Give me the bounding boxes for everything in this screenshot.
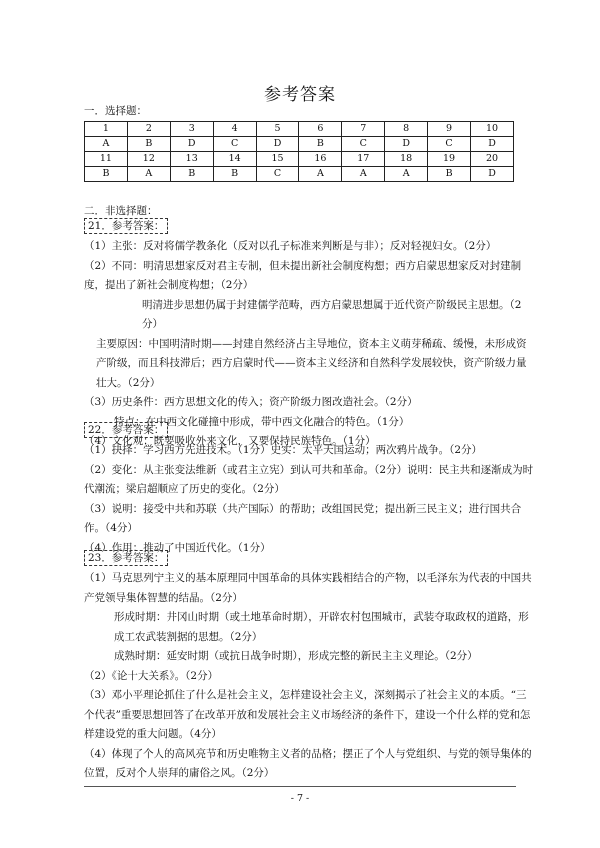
answer-cell: 18 (385, 152, 428, 167)
answer-cell: 16 (299, 152, 342, 167)
answer-cell: D (385, 137, 428, 152)
q21-line: （2）不同：明清思想家反对君主专制，但未提出新社会制度构想；西方启蒙思想家反对封建制度，提出了新社会制度构想；（2分） (84, 259, 522, 291)
question-23 (84, 549, 534, 784)
answer-cell: 11 (85, 152, 128, 167)
answer-cell: 14 (213, 152, 256, 167)
answer-cell: 2 (127, 122, 170, 137)
answer-cell: 9 (428, 122, 471, 137)
q21-header: 21．参考答案： (84, 218, 168, 234)
q22-line: （1）抉择：学习西方先进技术。（1分）史实：太平天国运动；两次鸦片战争。（2分） (84, 444, 483, 456)
answer-cell: 12 (127, 152, 170, 167)
answer-cell: D (170, 137, 213, 152)
section-nonchoice-heading: 二．非选择题： (84, 205, 158, 217)
answer-cell: 10 (471, 122, 514, 137)
q23-line: 成熟时期：延安时期（或抗日战争时期），形成完整的新民主主义理论。（2分） (114, 650, 478, 662)
q22-line: （2）变化：从主张变法维新（或君主立宪）到认可共和革命。（2分）说明：民主共和逐渐成为时代潮流；梁启超顺应了历史的变化。（2分） (84, 463, 534, 495)
q21-line: 明清进步思想仍属于封建儒学范畴，西方启蒙思想属于近代资产阶级民主思想。（2分） (142, 298, 522, 330)
q23-line: 形成时期：井冈山时期（或土地革命时期），开辟农村包围城市，武装夺取政权的道路，形成工农武装割据的思想。（2分） (114, 611, 529, 643)
q22-line: （3）说明：接受中共和苏联（共产国际）的帮助；改组国民党；提出新三民主义；进行国共合作。（4分） (84, 502, 522, 534)
answer-cell: 17 (342, 152, 385, 167)
answer-cell: A (127, 167, 170, 182)
answer-table (84, 121, 514, 182)
answer-cell: A (299, 167, 342, 182)
answer-cell: A (85, 137, 128, 152)
answer-cell: D (471, 137, 514, 152)
q23-line: （3）邓小平理论抓住了什么是社会主义，怎样建设社会主义，深刻揭示了社会主义的本质。“三个代表”重要思想回答了在改革开放和发展社会主义市场经济的条件下，建设一个什么样的党和怎样建设党的重大问题。（4分） (84, 689, 531, 740)
answer-cell: A (342, 167, 385, 182)
section-choice-heading: 一．选择题： (84, 105, 147, 117)
q21-line: （3）历史条件：西方思想文化的传入；资产阶级力图改造社会。（2分） (84, 396, 418, 408)
q23-header: 23．参考答案： (84, 550, 168, 566)
answer-cell: 3 (170, 122, 213, 137)
q23-line: （2）《论十大关系》。（2分） (84, 669, 219, 682)
q23-line: （1）马克思列宁主义的基本原理同中国革命的具体实践相结合的产物，以毛泽东为代表的中国共产党领导集体智慧的结晶。（2分） (84, 572, 532, 604)
answer-cell: A (385, 167, 428, 182)
q23-line: （4）体现了个人的高风亮节和历史唯物主义者的品格；摆正了个人与党组织、与党的领导集体的位置，反对个人崇拜的庸俗之风。（2分） (84, 747, 532, 779)
answer-table-row (85, 167, 514, 182)
q22-header: 22．参考答案： (84, 422, 168, 438)
answer-cell: B (299, 137, 342, 152)
answer-cell: C (428, 137, 471, 152)
answer-cell: B (213, 167, 256, 182)
answer-cell: B (85, 167, 128, 182)
q21-line: 特点：在中西文化碰撞中形成，带中西文化融合的特色。（1分） (114, 415, 410, 428)
q21-line: 主要原因：中国明清时期——封建自然经济占主导地位，资本主义萌芽稀疏、缓慢，未形成资产阶级，而且科技滞后；西方启蒙时代——资本主义经济和自然科学发展较快，资产阶级力量壮大。（2分） (96, 337, 527, 389)
question-21 (84, 217, 534, 452)
answer-cell: B (428, 167, 471, 182)
answer-table-row (85, 122, 514, 137)
page-number: - 7 - (290, 793, 310, 804)
answer-cell: 6 (299, 122, 342, 137)
q22-line: （4）作用：推动了中国近代化。（1分） (84, 541, 271, 554)
answer-cell: 5 (256, 122, 299, 137)
answer-cell: B (127, 137, 170, 152)
answer-cell: B (170, 167, 213, 182)
answer-cell: 1 (85, 122, 128, 137)
answer-table-row (85, 137, 514, 152)
answer-table-row (85, 152, 514, 167)
question-22 (84, 421, 534, 558)
answer-cell: 4 (213, 122, 256, 137)
answer-cell: 7 (342, 122, 385, 137)
answer-cell: 8 (385, 122, 428, 137)
q21-line: （1）主张：反对将儒学教条化（反对以孔子标准来判断是与非）；反对轻视妇女。（2分） (84, 240, 497, 252)
answer-cell: C (256, 167, 299, 182)
page-title: 参考答案 (264, 85, 336, 105)
answer-cell: 13 (170, 152, 213, 167)
answer-cell: 20 (471, 152, 514, 167)
answer-cell: D (471, 167, 514, 182)
answer-cell: D (256, 137, 299, 152)
answer-cell: 19 (428, 152, 471, 167)
q21-line: （4）文化观：既要吸收外来文化，又要保持民族特色。（1分） (84, 435, 376, 447)
footer-divider (84, 786, 516, 787)
answer-cell: 15 (256, 152, 299, 167)
answer-cell: C (213, 137, 256, 152)
answer-cell: C (342, 137, 385, 152)
